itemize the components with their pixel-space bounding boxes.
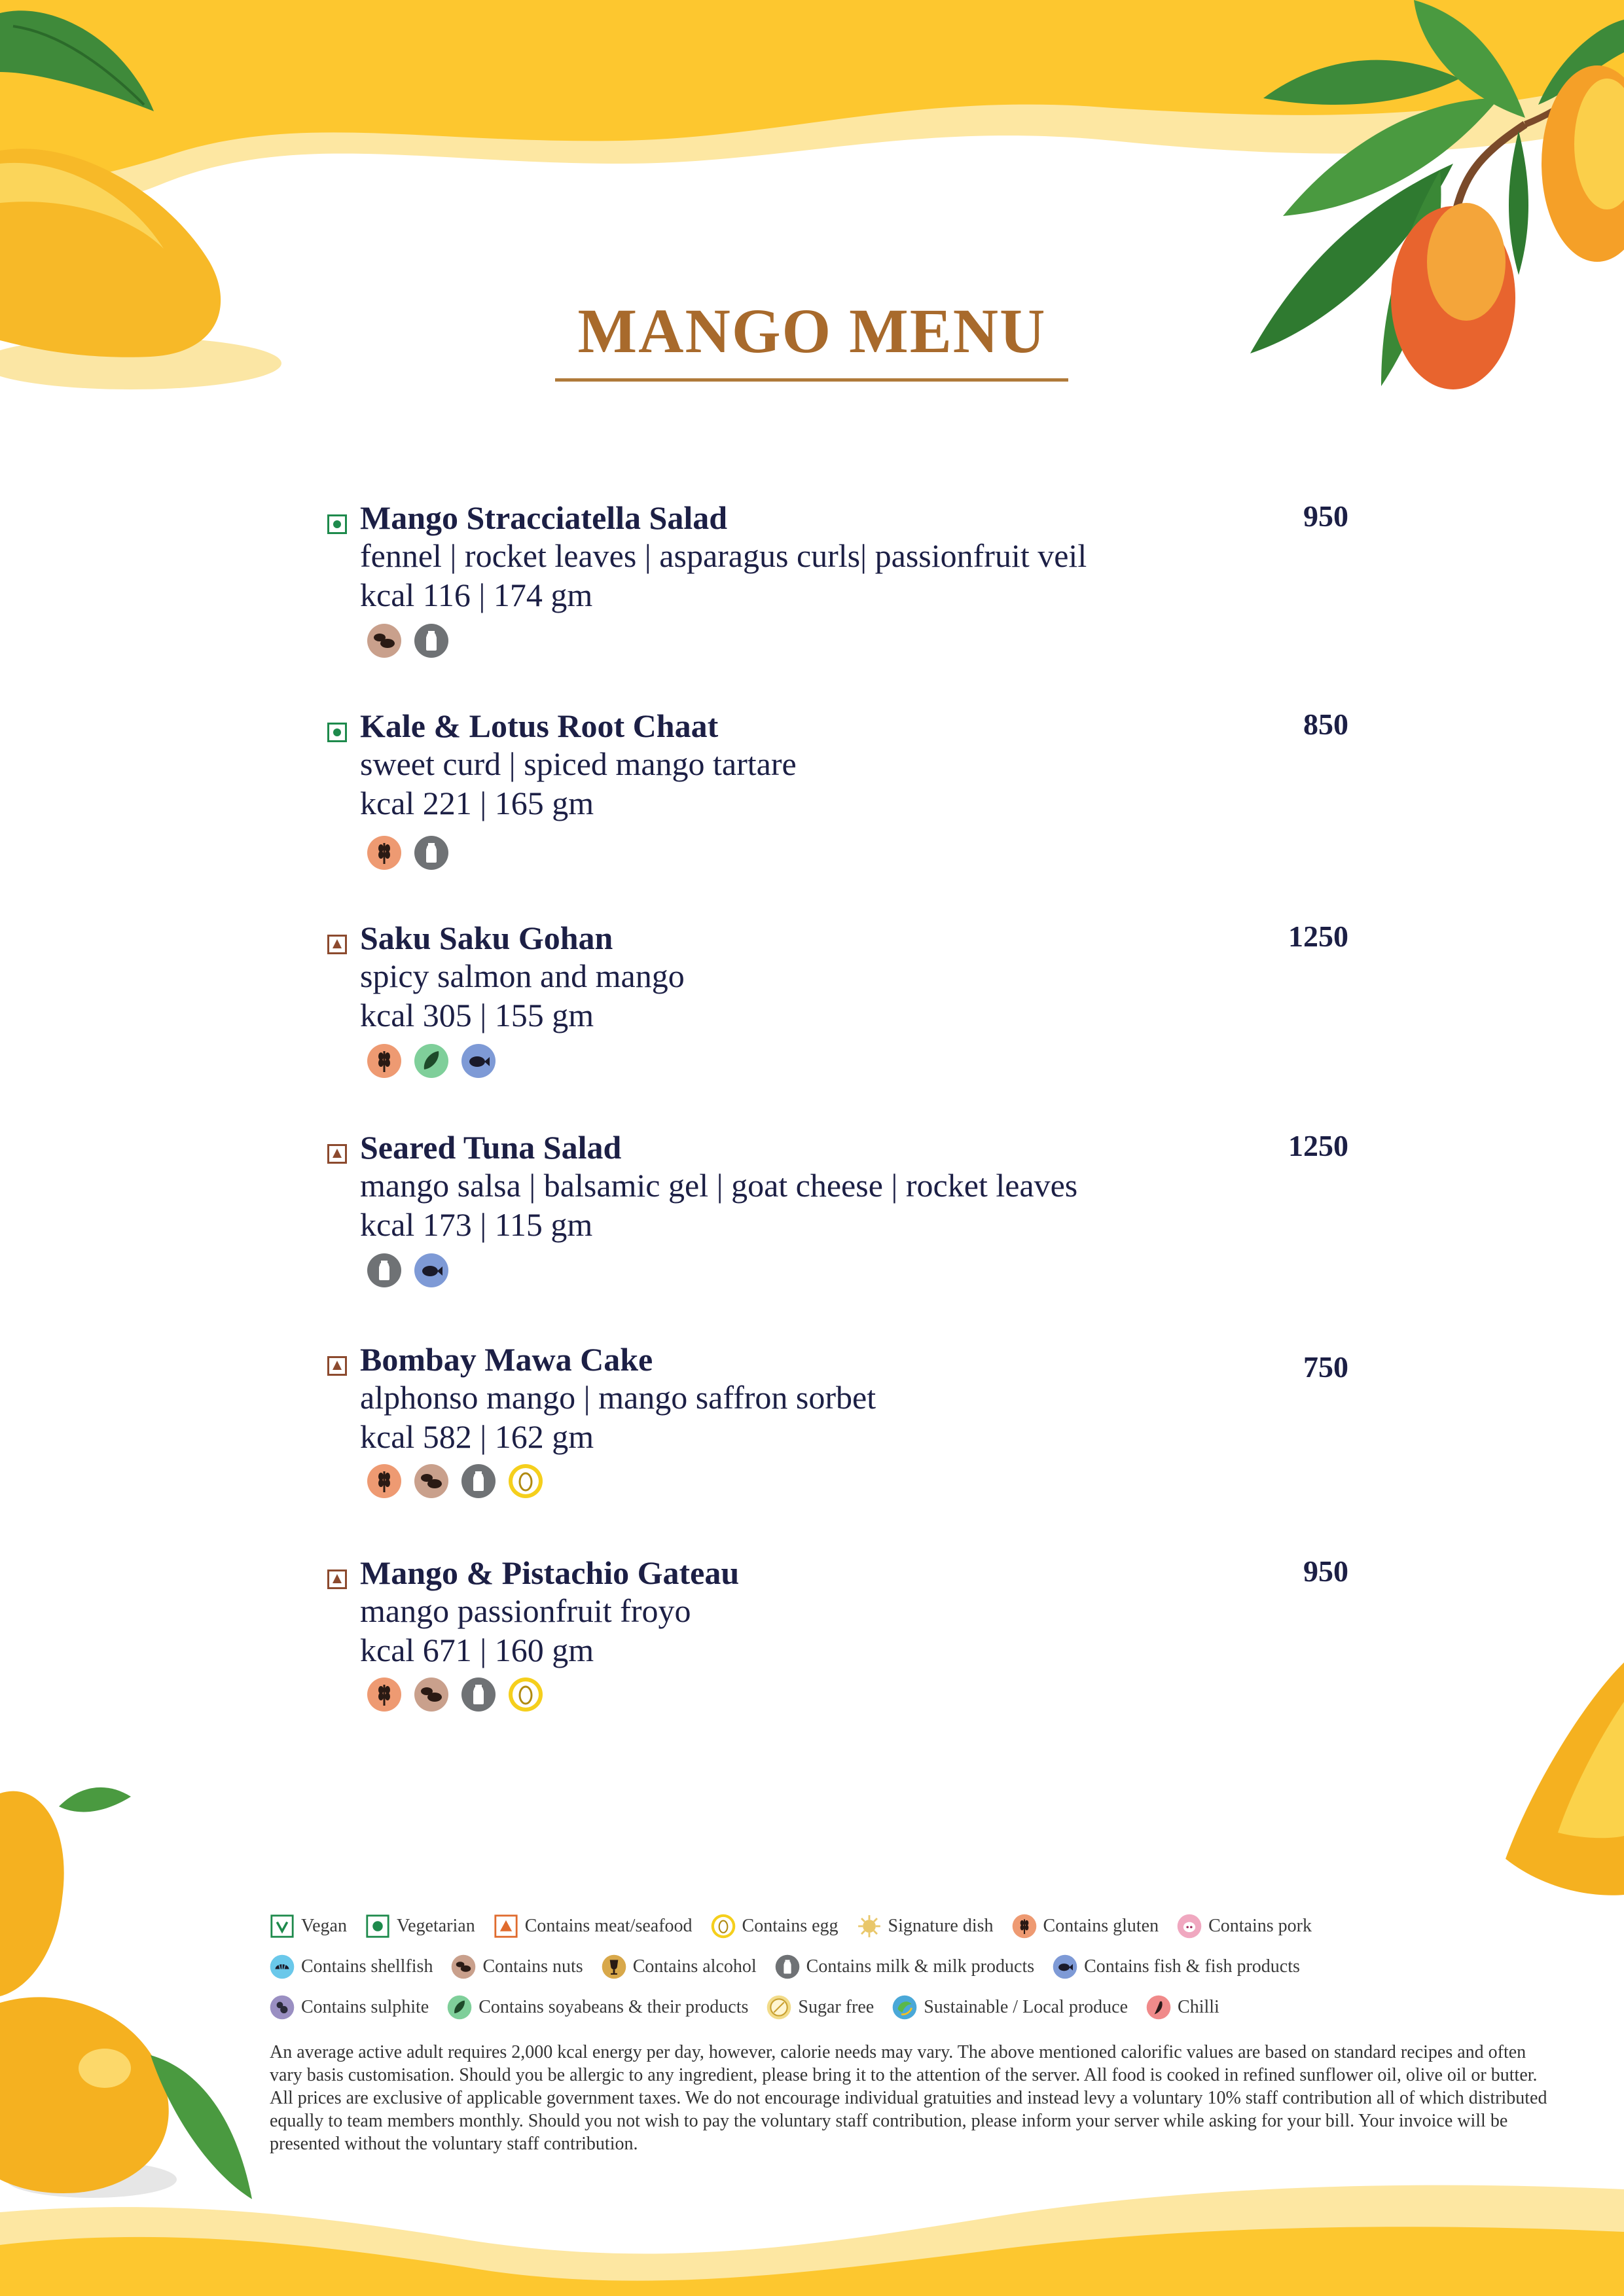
legend-item: [1177, 1914, 1312, 1939]
pork-icon: [1177, 1914, 1202, 1939]
legend-label: Contains pork: [1208, 1916, 1312, 1936]
legend-label: Contains alcohol: [632, 1956, 757, 1977]
legend-item: [270, 1954, 433, 1979]
menu-item: [327, 1554, 1348, 1750]
legend-item: [447, 1995, 748, 2020]
legend-label: Contains egg: [742, 1916, 839, 1936]
meat-seafood-icon: [494, 1914, 518, 1939]
milk-icon: [367, 1253, 402, 1288]
legend-label: Vegetarian: [396, 1916, 475, 1936]
dish-nutrition: kcal 305 | 155 gm: [360, 997, 594, 1033]
meat-seafood-icon: [327, 1356, 347, 1376]
dish-name: Mango & Pistachio Gateau: [360, 1554, 740, 1591]
legend-item: [1053, 1954, 1300, 1979]
dish-price: 950: [1303, 499, 1348, 533]
legend-item: [602, 1954, 757, 1979]
dish-description: alphonso mango | mango saffron sorbet: [360, 1379, 876, 1416]
alcohol-icon: [602, 1954, 626, 1979]
menu-item: [327, 707, 1348, 903]
dish-price: 950: [1303, 1554, 1348, 1588]
legend-label: Sustainable / Local produce: [924, 1997, 1128, 2017]
vegetarian-icon: [365, 1914, 390, 1939]
dish-name: Seared Tuna Salad: [360, 1129, 622, 1166]
legend-label: Contains shellfish: [301, 1956, 433, 1977]
page-title: MANGO MENU: [577, 296, 1047, 366]
allergen-icons: [367, 1463, 543, 1499]
dish-nutrition: kcal 116 | 174 gm: [360, 577, 593, 613]
dish-nutrition: kcal 582 | 162 gm: [360, 1418, 594, 1455]
legend-label: Contains meat/seafood: [524, 1916, 693, 1936]
legend-label: Contains nuts: [482, 1956, 583, 1977]
legend-item: [775, 1954, 1034, 1979]
dish-description: mango salsa | balsamic gel | goat cheese | rocket leaves: [360, 1167, 1078, 1204]
right-mango-slice-illustration: [1506, 1662, 1624, 1895]
dish-name: Saku Saku Gohan: [360, 920, 613, 956]
milk-icon: [414, 623, 449, 658]
gluten-icon: [367, 1463, 402, 1499]
bottom-left-mango-illustration: [0, 1787, 252, 2199]
fish-icon: [461, 1043, 496, 1079]
meat-seafood-icon: [327, 1570, 347, 1589]
allergen-icons: [367, 835, 449, 870]
allergen-icons: [367, 1677, 543, 1712]
dish-price: 750: [1303, 1350, 1348, 1384]
legend-row: [270, 1995, 1238, 2020]
milk-icon: [414, 835, 449, 870]
nuts-icon: [451, 1954, 476, 1979]
legend-row: [270, 1914, 1330, 1939]
gluten-icon: [367, 1043, 402, 1079]
vegan-icon: [270, 1914, 295, 1939]
dish-name: Mango Stracciatella Salad: [360, 499, 728, 536]
menu-item: [327, 499, 1348, 695]
legend-item: [270, 1995, 429, 2020]
dish-description: fennel | rocket leaves | asparagus curls| passionfruit veil: [360, 537, 1087, 574]
dish-description: spicy salmon and mango: [360, 958, 685, 994]
dish-price: 850: [1303, 708, 1348, 741]
legend-item: [365, 1914, 475, 1939]
gluten-icon: [367, 1677, 402, 1712]
dish-nutrition: kcal 221 | 165 gm: [360, 785, 594, 821]
legend-label: Sugar free: [798, 1997, 875, 2017]
legend-label: Chilli: [1178, 1997, 1219, 2017]
vegetarian-icon: [327, 514, 347, 534]
egg-icon: [508, 1677, 543, 1712]
allergen-icons: [367, 623, 449, 658]
legend-label: Contains sulphite: [301, 1997, 429, 2017]
meat-seafood-icon: [327, 935, 347, 954]
vegetarian-icon: [327, 723, 347, 742]
dish-description: mango passionfruit froyo: [360, 1592, 691, 1629]
fish-icon: [414, 1253, 449, 1288]
disclaimer-text: An average active adult requires 2,000 kcal energy per day, however, calorie needs may vary. The above mentioned calorific values are based on standard recipes and often vary basis customisation. Should you be allergic to any ingredient, please bring it to the attention of the server. All food is cooked in refined sunflower oil, olive oil or butter. All prices are exclusive of applicable government taxes. We do not encourage individual gratuities and instead levy a voluntary 10% staff contribution all of which distributed equally to team members monthly. Should you not wish to pay the voluntary staff contribution, please inform your server while asking for your bill. Your invoice will be presented without the voluntary staff contribution.: [270, 2042, 1547, 2154]
legend-item: [1012, 1914, 1159, 1939]
dish-nutrition: kcal 173 | 115 gm: [360, 1206, 593, 1243]
legend-label: Contains milk & milk products: [806, 1956, 1035, 1977]
menu-item: [327, 1340, 1348, 1537]
sulphite-icon: [270, 1995, 295, 2020]
nuts-icon: [414, 1463, 449, 1499]
sustainable-icon: [892, 1995, 917, 2020]
legend-item: [892, 1995, 1128, 2020]
egg-icon: [508, 1463, 543, 1499]
nuts-icon: [367, 623, 402, 658]
dish-price: 1250: [1288, 1129, 1348, 1162]
dish-price: 1250: [1288, 920, 1348, 953]
legend-item: [711, 1914, 839, 1939]
milk-icon: [775, 1954, 800, 1979]
meat-seafood-icon: [327, 1144, 347, 1164]
allergen-icons: [367, 1253, 449, 1288]
sugar-free-icon: [767, 1995, 791, 2020]
gluten-icon: [1012, 1914, 1037, 1939]
dish-name: Kale & Lotus Root Chaat: [360, 708, 719, 744]
legend-label: Contains fish & fish products: [1084, 1956, 1300, 1977]
title-underline: [555, 378, 1068, 382]
egg-icon: [711, 1914, 736, 1939]
menu-item: [327, 919, 1348, 1115]
milk-icon: [461, 1463, 496, 1499]
nuts-icon: [414, 1677, 449, 1712]
menu-item: [327, 1128, 1348, 1325]
milk-icon: [461, 1677, 496, 1712]
legend-row: [270, 1954, 1318, 1979]
dish-name: Bombay Mawa Cake: [360, 1341, 653, 1378]
legend-item: [451, 1954, 583, 1979]
allergen-icons: [367, 1043, 496, 1079]
chilli-icon: [1146, 1995, 1171, 2020]
legend-label: Vegan: [301, 1916, 347, 1936]
legend-label: Contains soyabeans & their products: [478, 1997, 749, 2017]
dish-nutrition: kcal 671 | 160 gm: [360, 1632, 594, 1668]
legend-label: Contains gluten: [1043, 1916, 1159, 1936]
legend-item: [767, 1995, 874, 2020]
gluten-icon: [367, 835, 402, 870]
legend-item: [270, 1914, 347, 1939]
legend-item: [494, 1914, 693, 1939]
fish-icon: [1053, 1954, 1077, 1979]
shellfish-icon: [270, 1954, 295, 1979]
signature-icon: [857, 1914, 882, 1939]
soya-icon: [414, 1043, 449, 1079]
legend-item: [857, 1914, 994, 1939]
legend-label: Signature dish: [888, 1916, 994, 1936]
legend-item: [1146, 1995, 1219, 2020]
soya-icon: [447, 1995, 472, 2020]
dish-description: sweet curd | spiced mango tartare: [360, 745, 797, 782]
